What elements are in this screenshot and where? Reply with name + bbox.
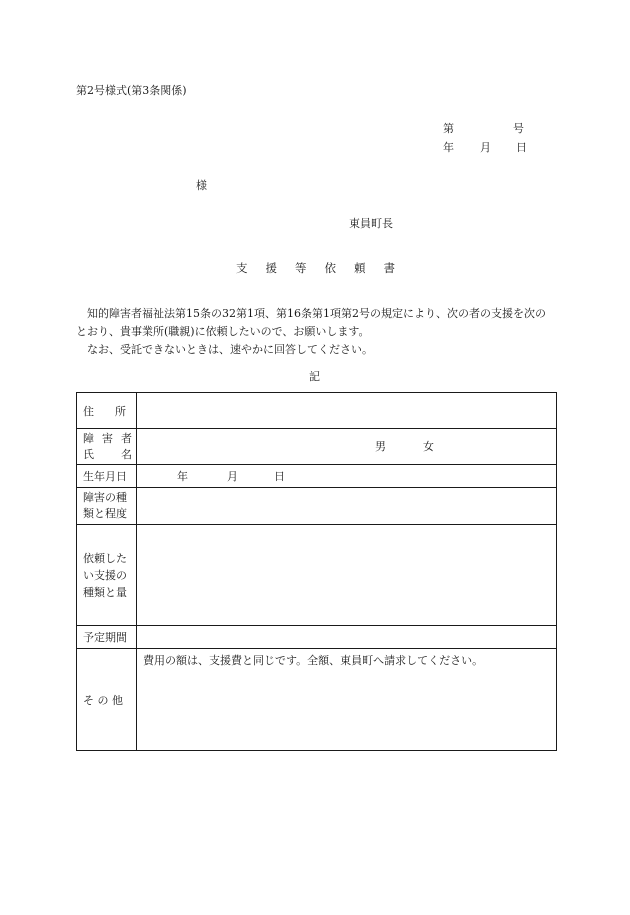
document-title: [236, 263, 413, 275]
title-char: 援: [265, 261, 277, 275]
issuer: 東員町長: [349, 217, 393, 230]
title-char: 書: [383, 261, 395, 275]
period-label: 予定期間: [77, 626, 137, 649]
support-label-line: 種類と量: [83, 585, 127, 599]
birth-year-label: 年: [177, 470, 188, 483]
row-other: [77, 649, 557, 751]
support-field[interactable]: [137, 525, 557, 626]
name-label: [77, 429, 137, 465]
body-paragraph-2: なお、受託できないときは、速やかに回答してください。: [87, 343, 373, 356]
birth-month-label: 月: [227, 470, 238, 483]
name-label-char: 害: [102, 431, 113, 445]
row-support: [77, 525, 557, 626]
form-number: 第2号様式(第3条関係): [76, 84, 187, 97]
period-field[interactable]: [137, 626, 557, 649]
row-name: [77, 429, 557, 465]
disability-label-line: 障害の種: [83, 491, 127, 504]
row-period: [77, 626, 557, 649]
birth-day-label: 日: [274, 470, 285, 483]
name-label-char: 障: [83, 431, 94, 445]
addressee-suffix: 様: [196, 179, 207, 192]
date-day: 日: [516, 141, 527, 154]
row-birth: [77, 465, 557, 488]
address-label-char: 住: [83, 404, 94, 418]
name-label-char: 氏: [83, 447, 94, 461]
name-label-char: 名: [121, 447, 132, 461]
disability-label-line: 類と程度: [83, 507, 127, 520]
disability-field[interactable]: [137, 488, 557, 525]
other-field[interactable]: 費用の額は、支援費と同じです。全額、東員町へ請求してください。: [137, 649, 557, 751]
male-option[interactable]: 男: [375, 440, 386, 453]
request-table: [76, 392, 557, 751]
title-char: 支: [236, 261, 248, 275]
name-field[interactable]: [137, 429, 557, 465]
disability-label: [77, 488, 137, 525]
date-month: 月: [480, 141, 491, 154]
address-field[interactable]: [137, 393, 557, 429]
doc-number-suffix: 号: [513, 122, 524, 135]
address-label-char: 所: [115, 404, 126, 418]
birth-field[interactable]: [137, 465, 557, 488]
support-label: [77, 525, 137, 626]
ki-heading: 記: [309, 370, 320, 383]
row-disability: [77, 488, 557, 525]
title-char: 頼: [354, 261, 366, 275]
female-option[interactable]: 女: [423, 440, 434, 453]
support-label-line: い支援の: [83, 568, 127, 582]
name-label-char: 者: [121, 431, 132, 445]
date-year: 年: [443, 141, 454, 154]
body-text: [76, 305, 554, 359]
title-char: 等: [295, 261, 307, 275]
title-char: 依: [324, 261, 336, 275]
doc-number-label: 第: [443, 122, 454, 135]
birth-label: 生年月日: [77, 465, 137, 488]
body-paragraph-1: 知的障害者福祉法第15条の32第1項、第16条第1項第2号の規定により、次の者の支援を次のとおり、貴事業所(職親)に依頼したいので、お願いします。: [76, 307, 546, 338]
row-address: [77, 393, 557, 429]
support-label-line: 依頼した: [83, 551, 127, 565]
other-label: そ の 他: [77, 649, 137, 751]
address-label: [77, 393, 137, 429]
